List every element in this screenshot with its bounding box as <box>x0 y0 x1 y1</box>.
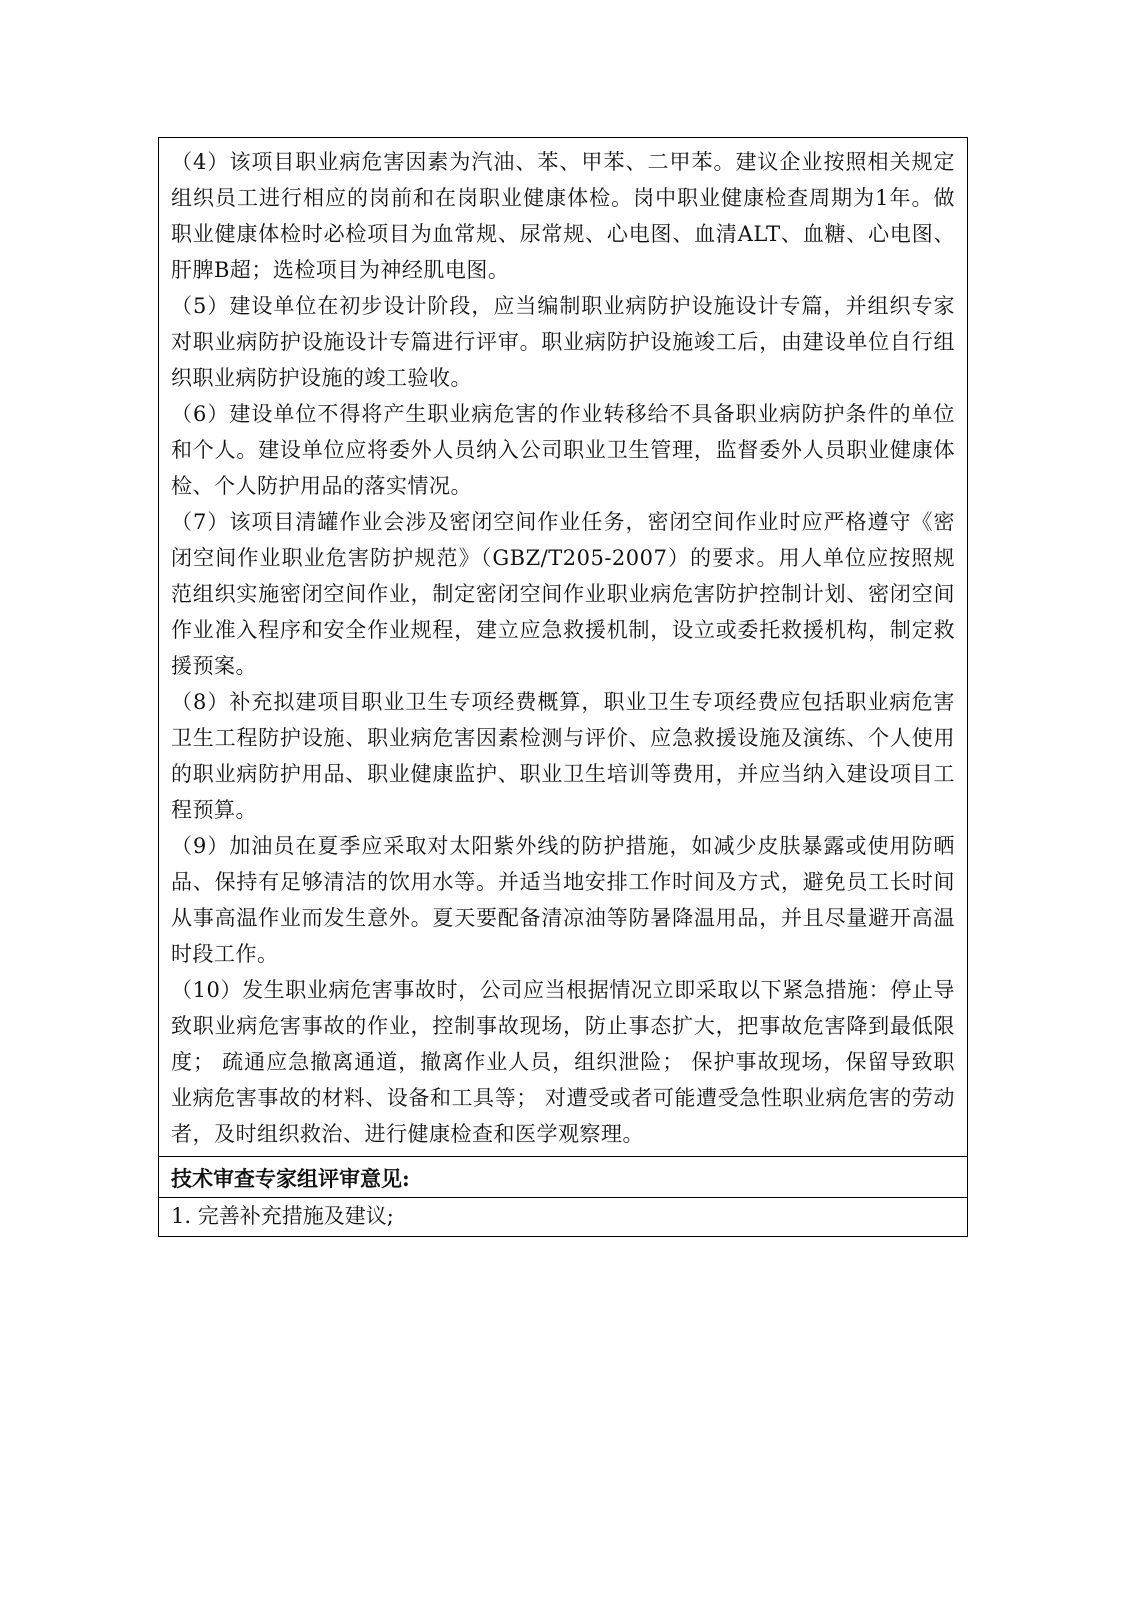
measure-item-8: （8）补充拟建项目职业卫生专项经费概算，职业卫生专项经费应包括职业病危害卫生工程防护设施、职业病危害因素检测与评价、应急救援设施及演练、个人使用的职业病防护用品、职业健康监护、职业卫生培训等费用，并应当纳入建设项目工程预算。 <box>171 690 955 822</box>
review-table <box>158 137 968 1237</box>
expert-opinion-item: 1. 完善补充措施及建议; <box>171 1204 394 1228</box>
measure-item-5: （5）建设单位在初步设计阶段，应当编制职业病防护设施设计专篇，并组织专家对职业病防护设施设计专篇进行评审。职业病防护设施竣工后，由建设单位自行组织职业病防护设施的竣工验收。 <box>171 294 955 390</box>
expert-opinion-title: 技术审查专家组评审意见: <box>159 1161 967 1198</box>
measures-cell <box>159 138 967 1157</box>
measure-item-10: （10）发生职业病危害事故时，公司应当根据情况立即采取以下紧急措施：停止导致职业病危害事故的作业，控制事故现场，防止事态扩大，把事故危害降到最低限度； 疏通应急撤离通道，撤离作业人员，组织泄险； 保护事故现场，保留导致职业病危害事故的材料、设备和工具等； 对遭受或者可能遭受急性职业病危害的劳动者，及时组织救治、进行健康检查和医学观察理。 <box>171 978 955 1146</box>
measure-item-6: （6）建设单位不得将产生职业病危害的作业转移给不具备职业病防护条件的单位和个人。建设单位应将委外人员纳入公司职业卫生管理，监督委外人员职业健康体检、个人防护用品的落实情况。 <box>171 402 955 498</box>
measure-item-9: （9）加油员在夏季应采取对太阳紫外线的防护措施，如减少皮肤暴露或使用防晒品、保持有足够清洁的饮用水等。并适当地安排工作时间及方式，避免员工长时间从事高温作业而发生意外。夏天要配备清凉油等防暑降温用品，并且尽量避开高温时段工作。 <box>171 834 955 966</box>
measure-item-7: （7）该项目清罐作业会涉及密闭空间作业任务，密闭空间作业时应严格遵守《密闭空间作业职业危害防护规范》（GBZ/T205-2007）的要求。用人单位应按照规范组织实施密闭空间作业，制定密闭空间作业职业病危害防护控制计划、密闭空间作业准入程序和安全作业规程，建立应急救援机制，设立或委托救援机构，制定救援预案。 <box>171 510 955 678</box>
expert-opinion-cell <box>159 1157 967 1236</box>
measure-item-4: （4）该项目职业病危害因素为汽油、苯、甲苯、二甲苯。建议企业按照相关规定组织员工进行相应的岗前和在岗职业健康体检。岗中职业健康检查周期为1年。做职业健康体检时必检项目为血常规、尿常规、心电图、血清ALT、血糖、心电图、肝脾B超；选检项目为神经肌电图。 <box>171 150 955 282</box>
